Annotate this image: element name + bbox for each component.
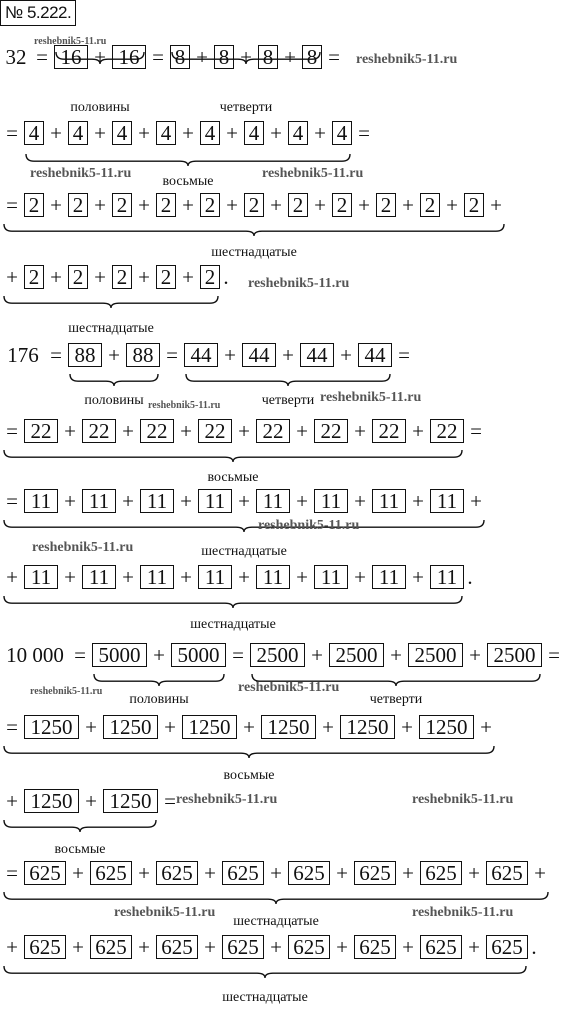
number-box: 2	[376, 193, 396, 217]
equation-line	[0, 930, 582, 964]
underbrace	[4, 820, 156, 834]
plus-sign: +	[270, 935, 282, 959]
fraction-label: восьмые	[223, 768, 275, 783]
plus-sign: +	[72, 935, 84, 959]
number-box: 625	[486, 935, 528, 959]
number-box: 1250	[340, 715, 395, 739]
plus-sign: +	[314, 121, 326, 145]
number-box: 2500	[250, 643, 305, 667]
plus-sign: +	[122, 489, 134, 513]
equals-sign: =	[6, 121, 18, 145]
underbrace	[94, 674, 224, 688]
equation-line	[0, 188, 582, 222]
number-box: 2	[156, 265, 176, 289]
underbrace	[4, 746, 494, 760]
equation-line	[0, 710, 582, 744]
plus-sign: +	[470, 489, 482, 513]
fraction-label: шестнадцатые	[68, 321, 154, 336]
equals-sign: =	[50, 343, 62, 367]
plus-sign: +	[468, 935, 480, 959]
plus-sign: +	[402, 861, 414, 885]
plus-sign: +	[469, 643, 481, 667]
number-box: 625	[222, 935, 264, 959]
plus-sign: +	[64, 565, 76, 589]
number-box: 4	[200, 121, 220, 145]
watermark: reshebnik5-11.ru	[248, 276, 350, 291]
number-box: 2	[112, 265, 132, 289]
equals-sign: =	[548, 643, 560, 667]
number-box: 22	[198, 419, 232, 443]
plus-sign: +	[94, 193, 106, 217]
watermark: reshebnik5-11.ru	[148, 400, 221, 411]
underbrace	[70, 374, 158, 388]
plus-sign: +	[296, 565, 308, 589]
plus-sign: +	[226, 193, 238, 217]
equals-sign: =	[36, 45, 48, 69]
number-box: 11	[24, 489, 58, 513]
number-box: 625	[420, 935, 462, 959]
number-box: 11	[198, 565, 232, 589]
number-box: 22	[314, 419, 348, 443]
number-box: 2500	[329, 643, 384, 667]
plus-sign: +	[204, 935, 216, 959]
number-box: 8	[258, 45, 278, 69]
number-box: 625	[354, 861, 396, 885]
plus-sign: +	[122, 565, 134, 589]
plus-sign: +	[108, 343, 120, 367]
number-box: 1250	[103, 715, 158, 739]
number-box: 625	[288, 935, 330, 959]
plus-sign: +	[284, 45, 296, 69]
equals-sign: =	[328, 45, 340, 69]
plus-sign: +	[238, 489, 250, 513]
plus-sign: +	[50, 193, 62, 217]
fraction-label: шестнадцатые	[233, 914, 319, 929]
watermark: reshebnik5-11.ru	[262, 166, 364, 181]
number-box: 11	[24, 565, 58, 589]
plus-sign: +	[336, 935, 348, 959]
number-box: 5000	[171, 643, 226, 667]
plus-sign: +	[401, 715, 413, 739]
underbrace	[4, 596, 462, 610]
plus-sign: +	[296, 419, 308, 443]
plus-sign: +	[240, 45, 252, 69]
number-box: 44	[242, 343, 276, 367]
equation-line	[0, 338, 582, 372]
number-box: 2500	[487, 643, 542, 667]
number-box: 88	[68, 343, 102, 367]
plus-sign: +	[204, 861, 216, 885]
plus-sign: +	[6, 789, 18, 813]
plus-sign: +	[50, 265, 62, 289]
watermark: reshebnik5-11.ru	[30, 686, 103, 697]
plus-sign: +	[180, 489, 192, 513]
plus-sign: +	[64, 489, 76, 513]
number-box: 11	[140, 565, 174, 589]
period: .	[531, 935, 537, 959]
fraction-label: четверти	[261, 393, 315, 408]
plus-sign: +	[243, 715, 255, 739]
watermark: reshebnik5-11.ru	[258, 518, 360, 533]
plus-sign: +	[6, 935, 18, 959]
fraction-label: шестнадцатые	[211, 245, 297, 260]
watermark: reshebnik5-11.ru	[412, 905, 514, 920]
plus-sign: +	[94, 45, 106, 69]
fraction-label: шестнадцатые	[190, 617, 276, 632]
number-box: 2	[68, 265, 88, 289]
plus-sign: +	[336, 861, 348, 885]
plus-sign: +	[446, 193, 458, 217]
plus-sign: +	[314, 193, 326, 217]
number-box: 4	[68, 121, 88, 145]
number-box: 625	[90, 861, 132, 885]
number-box: 22	[256, 419, 290, 443]
watermark: reshebnik5-11.ru	[30, 166, 132, 181]
number-box: 625	[354, 935, 396, 959]
plus-sign: +	[354, 419, 366, 443]
watermark: reshebnik5-11.ru	[412, 792, 514, 807]
plus-sign: +	[138, 193, 150, 217]
plus-sign: +	[238, 419, 250, 443]
plus-sign: +	[85, 789, 97, 813]
period: .	[223, 265, 229, 289]
number-box: 2	[200, 193, 220, 217]
underbrace	[4, 892, 548, 906]
equals-sign: =	[6, 861, 18, 885]
plus-sign: +	[354, 489, 366, 513]
equals-sign: =	[470, 419, 482, 443]
number-box: 2	[68, 193, 88, 217]
equals-sign: =	[166, 343, 178, 367]
number-box: 625	[420, 861, 462, 885]
number-box: 8	[214, 45, 234, 69]
plus-sign: +	[138, 121, 150, 145]
plus-sign: +	[270, 121, 282, 145]
equation-line	[0, 856, 582, 890]
number-box: 625	[288, 861, 330, 885]
number-box: 625	[222, 861, 264, 885]
plus-sign: +	[6, 565, 18, 589]
plus-sign: +	[182, 265, 194, 289]
number-box: 1250	[182, 715, 237, 739]
number-box: 4	[288, 121, 308, 145]
equation-line	[0, 116, 582, 150]
number-box: 22	[140, 419, 174, 443]
number-box: 11	[372, 565, 406, 589]
plus-sign: +	[94, 121, 106, 145]
number-value: 32	[5, 45, 27, 69]
plus-sign: +	[180, 565, 192, 589]
plus-sign: +	[196, 45, 208, 69]
plus-sign: +	[358, 193, 370, 217]
plus-sign: +	[340, 343, 352, 367]
plus-sign: +	[270, 193, 282, 217]
plus-sign: +	[534, 861, 546, 885]
equals-sign: =	[152, 45, 164, 69]
number-box: 22	[24, 419, 58, 443]
plus-sign: +	[468, 861, 480, 885]
number-box: 44	[184, 343, 218, 367]
fraction-label: шестнадцатые	[222, 990, 308, 1005]
plus-sign: +	[390, 643, 402, 667]
equals-sign: =	[6, 489, 18, 513]
plus-sign: +	[138, 861, 150, 885]
number-box: 2	[24, 193, 44, 217]
number-box: 5000	[92, 643, 147, 667]
number-box: 88	[126, 343, 160, 367]
number-box: 44	[300, 343, 334, 367]
equals-sign: =	[74, 643, 86, 667]
plus-sign: +	[402, 193, 414, 217]
number-box: 4	[112, 121, 132, 145]
number-box: 2	[332, 193, 352, 217]
equals-sign: =	[6, 715, 18, 739]
plus-sign: +	[322, 715, 334, 739]
fraction-label: восьмые	[162, 174, 214, 189]
number-box: 44	[358, 343, 392, 367]
underbrace	[4, 520, 484, 534]
number-box: 11	[256, 489, 290, 513]
watermark: reshebnik5-11.ru	[356, 52, 458, 67]
number-value: 176	[7, 343, 39, 367]
number-box: 11	[140, 489, 174, 513]
number-box: 1250	[24, 715, 79, 739]
plus-sign: +	[311, 643, 323, 667]
number-box: 2	[200, 265, 220, 289]
watermark: reshebnik5-11.ru	[176, 792, 278, 807]
plus-sign: +	[180, 419, 192, 443]
number-box: 4	[156, 121, 176, 145]
number-box: 22	[372, 419, 406, 443]
equation-line	[0, 414, 582, 448]
fraction-label: шестнадцатые	[201, 544, 287, 559]
number-box: 2	[464, 193, 484, 217]
plus-sign: +	[480, 715, 492, 739]
number-box: 625	[156, 935, 198, 959]
plus-sign: +	[412, 489, 424, 513]
watermark: reshebnik5-11.ru	[238, 680, 340, 695]
plus-sign: +	[94, 265, 106, 289]
number-box: 2	[420, 193, 440, 217]
watermark: reshebnik5-11.ru	[114, 905, 216, 920]
equation-line	[0, 560, 582, 594]
plus-sign: +	[138, 265, 150, 289]
period: .	[467, 565, 473, 589]
fraction-label: половины	[129, 692, 189, 707]
plus-sign: +	[122, 419, 134, 443]
number-value: 10 000	[6, 643, 64, 667]
equals-sign: =	[358, 121, 370, 145]
plus-sign: +	[182, 121, 194, 145]
number-box: 625	[90, 935, 132, 959]
number-box: 4	[244, 121, 264, 145]
number-box: 625	[24, 935, 66, 959]
number-box: 4	[332, 121, 352, 145]
number-box: 2	[156, 193, 176, 217]
fraction-label: четверти	[369, 692, 423, 707]
number-box: 22	[82, 419, 116, 443]
number-box: 625	[486, 861, 528, 885]
plus-sign: +	[50, 121, 62, 145]
plus-sign: +	[490, 193, 502, 217]
number-box: 11	[430, 489, 464, 513]
plus-sign: +	[226, 121, 238, 145]
underbrace	[172, 52, 320, 66]
equals-sign: =	[164, 789, 176, 813]
number-box: 11	[198, 489, 232, 513]
number-box: 2	[244, 193, 264, 217]
fraction-label: восьмые	[207, 470, 259, 485]
number-box: 2	[24, 265, 44, 289]
number-box: 16	[112, 45, 146, 69]
number-box: 22	[430, 419, 464, 443]
plus-sign: +	[412, 419, 424, 443]
watermark: reshebnik5-11.ru	[320, 390, 422, 405]
number-box: 11	[430, 565, 464, 589]
number-box: 1250	[419, 715, 474, 739]
number-box: 11	[82, 489, 116, 513]
plus-sign: +	[296, 489, 308, 513]
underbrace	[56, 52, 144, 66]
plus-sign: +	[402, 935, 414, 959]
plus-sign: +	[182, 193, 194, 217]
equals-sign: =	[6, 419, 18, 443]
number-box: 1250	[261, 715, 316, 739]
plus-sign: +	[282, 343, 294, 367]
number-box: 2	[112, 193, 132, 217]
plus-sign: +	[6, 265, 18, 289]
number-box: 2500	[408, 643, 463, 667]
number-box: 1250	[103, 789, 158, 813]
number-box: 11	[372, 489, 406, 513]
number-box: 1250	[24, 789, 79, 813]
number-box: 2	[288, 193, 308, 217]
plus-sign: +	[64, 419, 76, 443]
equals-sign: =	[398, 343, 410, 367]
plus-sign: +	[164, 715, 176, 739]
plus-sign: +	[354, 565, 366, 589]
number-box: 4	[24, 121, 44, 145]
plus-sign: +	[238, 565, 250, 589]
equals-sign: =	[232, 643, 244, 667]
equation-line	[0, 638, 582, 672]
underbrace	[4, 450, 462, 464]
plus-sign: +	[138, 935, 150, 959]
number-box: 16	[54, 45, 88, 69]
number-box: 11	[314, 489, 348, 513]
number-box: 11	[82, 565, 116, 589]
plus-sign: +	[270, 861, 282, 885]
problem-number: № 5.222.	[0, 0, 76, 26]
underbrace	[4, 966, 526, 980]
fraction-label: восьмые	[54, 842, 106, 857]
number-box: 8	[170, 45, 190, 69]
equals-sign: =	[6, 193, 18, 217]
fraction-label: половины	[84, 393, 144, 408]
plus-sign: +	[72, 861, 84, 885]
underbrace	[4, 296, 218, 310]
number-box: 625	[156, 861, 198, 885]
watermark: reshebnik5-11.ru	[34, 36, 107, 47]
plus-sign: +	[412, 565, 424, 589]
number-box: 625	[24, 861, 66, 885]
equation-line	[0, 484, 582, 518]
plus-sign: +	[224, 343, 236, 367]
plus-sign: +	[85, 715, 97, 739]
fraction-label: четверти	[219, 100, 273, 115]
watermark: reshebnik5-11.ru	[32, 540, 134, 555]
number-box: 11	[314, 565, 348, 589]
plus-sign: +	[153, 643, 165, 667]
underbrace	[4, 224, 504, 238]
number-box: 11	[256, 565, 290, 589]
number-box: 8	[302, 45, 322, 69]
underbrace	[186, 374, 390, 388]
fraction-label: половины	[70, 100, 130, 115]
